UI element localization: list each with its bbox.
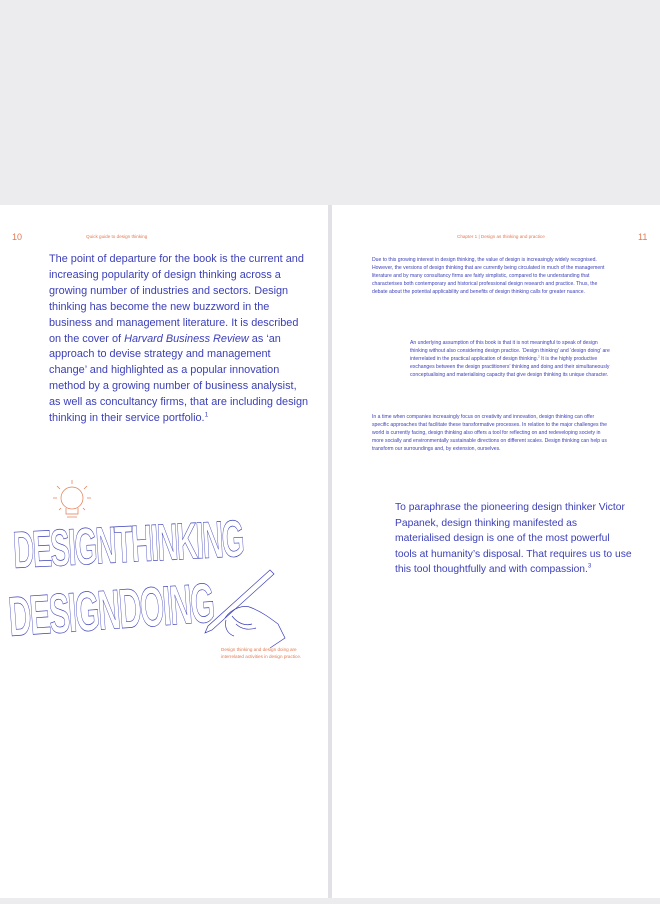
- pull-quote: [395, 500, 633, 578]
- illustration-word-doing: DESIGNDOING: [6, 559, 376, 648]
- hand-with-pen-icon: [205, 570, 285, 648]
- illustration-word-thinking: DESIGNTHINKING: [11, 500, 423, 580]
- lead-paragraph: [49, 252, 309, 427]
- pull-quote-footnote: 3: [587, 562, 592, 570]
- lead-text-1: The point of departure for the book is the current and increasing popularity of design thinking across a growing number of industries and sectors. Design thinking has become the new buzzword in the business and management literature. It is described on the cover of: [49, 253, 304, 345]
- right-paragraph-2-footnote: 2: [538, 354, 540, 359]
- pull-quote-text: To paraphrase the pioneering design thinker Victor Papanek, design thinking manifested as materialised design is one of the most powerful tools at humanity’s disposal. That requires us to use this tool thoughtfully and with compassion.: [395, 502, 632, 576]
- right-paragraph-2-text-2: It is the highly productive exchanges between the design practitioners’ thinking and doing and their simultaneously conceptualising and materialising capacity that give design thinking its unique character.: [410, 356, 610, 378]
- right-paragraph-1: Due to this growing interest in design thinking, the value of design is increasingly widely recognised. However, the versions of design thinking that are currently being circulated in much of the management literature and by many consultancy firms are fairly simplistic, compared to the understanding that characterises both contemporary and historical professional design research and practice. Thus, the debate about the potential applicability and benefits of design thinking calls for greater nuance.: [372, 257, 605, 295]
- right-running-head: Chapter 1 | Design as thinking and practice: [457, 234, 545, 239]
- right-paragraph-3: In a time when companies increasingly focus on creativity and innovation, design thinking can offer specific approaches that facilitate these transformative processes. In relation to the major challenges the world is currently facing, design thinking also offers a tool for reflecting on and redeveloping society in more socially and environmentally sustainable directions on different scales. Design thinking can help us transform our surroundings and, by extension, ourselves.: [372, 414, 608, 452]
- left-page-number: 10: [12, 232, 23, 242]
- illustration-caption: Design thinking and design doing are interrelated activities in design practice.: [221, 647, 302, 659]
- lead-footnote: 1: [204, 411, 209, 419]
- lead-text-2: as ‘an approach to devise strategy and management change’ and highlighted as a popular innovation method by a growing number of business analysist, as well as concultancy firms, that are including design thinking in their service portfolio.: [49, 332, 309, 425]
- design-thinking-doing-illustration: [0, 458, 423, 658]
- lead-italic-title: Harvard Business Review: [124, 332, 249, 345]
- right-page-number: 11: [638, 232, 648, 242]
- lightbulb-icon: [53, 480, 91, 517]
- right-paragraph-2: [410, 339, 616, 379]
- left-running-head: Quick guide to design thinking: [86, 234, 148, 239]
- right-paragraph-2-text-1: An underlying assumption of this book is that it is not meaningful to speak of design thinking without also considering design practice. ‘Design thinking’ and ‘design doing’ are interrelated in the practical application of design thinking.: [410, 340, 610, 362]
